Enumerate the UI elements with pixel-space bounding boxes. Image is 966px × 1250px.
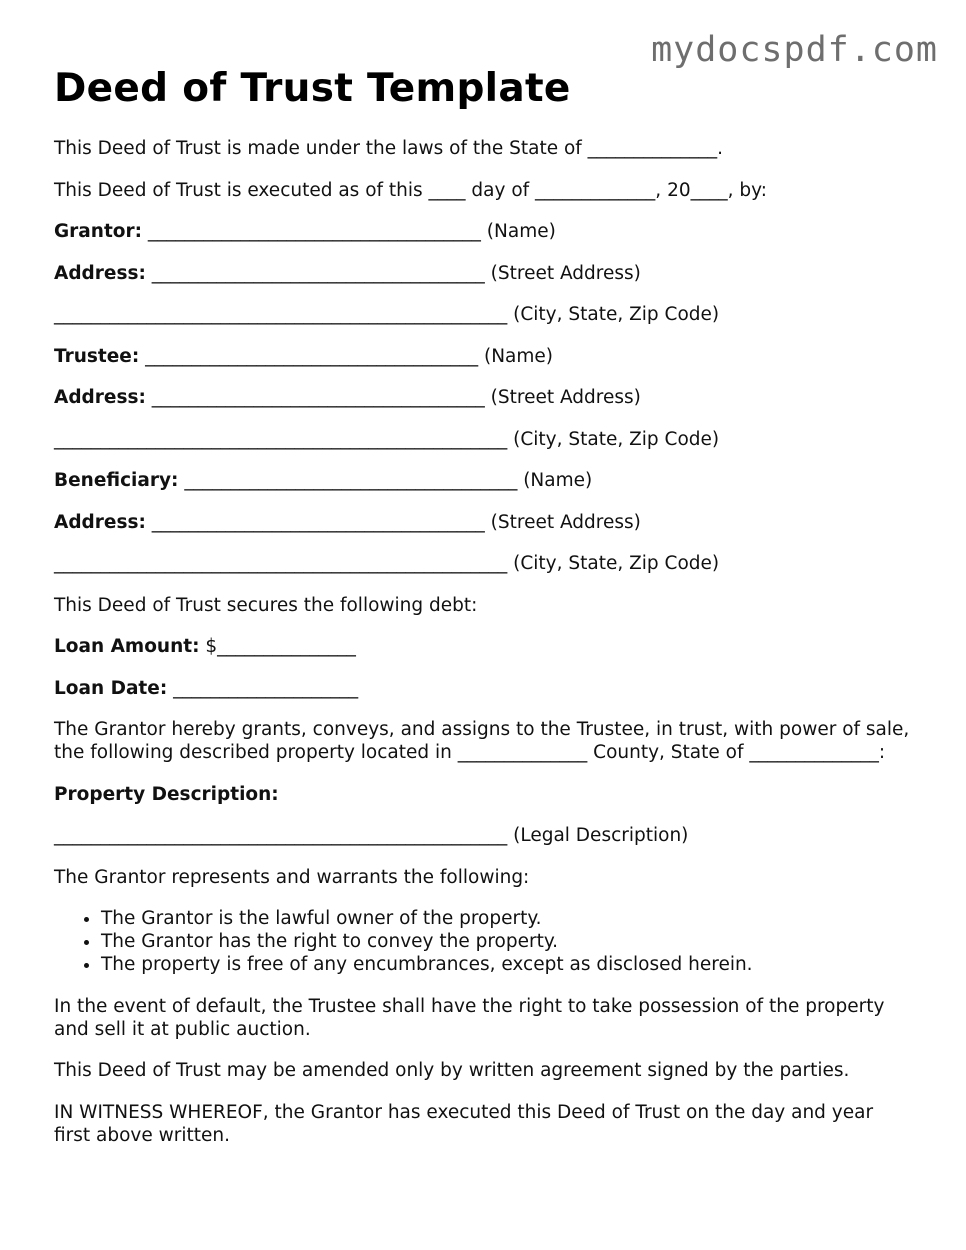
grant-clause: The Grantor hereby grants, conveys, and assigns to the Trustee, in trust, with power of sale, the following described property located in ______________ County, State of ______________:	[54, 719, 910, 763]
amendment-clause: This Deed of Trust may be amended only by written agreement signed by the parties.	[54, 1060, 850, 1081]
witness-clause: IN WITNESS WHEREOF, the Grantor has executed this Deed of Trust on the day and year first above written.	[54, 1101, 874, 1146]
debt-intro: This Deed of Trust secures the following debt:	[54, 594, 478, 616]
grantor-address-label: Address:	[54, 262, 146, 284]
grantor-address-line	[54, 262, 914, 285]
beneficiary-address-line	[54, 511, 914, 534]
state-line: This Deed of Trust is made under the laws of the State of ______________.	[54, 138, 724, 159]
legal-description-field[interactable]: _________________________________________________ (Legal Description)	[54, 825, 689, 846]
beneficiary-name-line	[54, 469, 914, 492]
grantor-name-field[interactable]: ____________________________________ (Name)	[142, 221, 556, 242]
trustee-name-field[interactable]: ____________________________________ (Name)	[139, 345, 554, 367]
trustee-street-field[interactable]: ____________________________________ (Street Address)	[145, 387, 641, 408]
warranties-list	[54, 907, 914, 976]
list-item: • The property is free of any encumbrances, except as disclosed herein.	[101, 953, 914, 976]
loan-date-field[interactable]: ____________________	[167, 677, 359, 699]
grantor-name-line	[54, 220, 914, 243]
trustee-name-line	[54, 345, 914, 368]
beneficiary-city-field[interactable]: _________________________________________________ (City, State, Zip Code)	[54, 553, 720, 574]
trustee-address-line	[54, 386, 914, 409]
watermark: mydocspdf.com	[651, 30, 938, 70]
loan-amount-label: Loan Amount:	[54, 636, 200, 657]
loan-amount-field[interactable]: $_______________	[199, 636, 356, 657]
trustee-label: Trustee:	[54, 345, 140, 367]
beneficiary-name-field[interactable]: ____________________________________ (Name)	[178, 470, 593, 491]
grantor-street-field[interactable]: ____________________________________ (Street Address)	[145, 262, 641, 284]
beneficiary-address-label: Address:	[54, 511, 146, 533]
loan-amount-line	[54, 635, 914, 658]
document-body	[54, 137, 914, 1165]
list-item: • The Grantor is the lawful owner of the property.	[101, 907, 914, 930]
list-item: • The Grantor has the right to convey the property.	[101, 930, 914, 953]
trustee-address-label: Address:	[54, 387, 146, 408]
beneficiary-street-field[interactable]: ____________________________________ (Street Address)	[145, 511, 641, 533]
property-description-label: Property Description:	[54, 783, 279, 805]
loan-date-line	[54, 677, 914, 700]
beneficiary-label: Beneficiary:	[54, 470, 179, 491]
warranties-intro: The Grantor represents and warrants the following:	[54, 866, 530, 888]
grantor-city-field[interactable]: _________________________________________________ (City, State, Zip Code)	[54, 304, 720, 325]
page-title: Deed of Trust Template	[54, 66, 571, 111]
loan-date-label: Loan Date:	[54, 677, 168, 699]
trustee-city-field[interactable]: _________________________________________________ (City, State, Zip Code)	[54, 428, 720, 450]
default-clause: In the event of default, the Trustee shall have the right to take possession of the property and sell it at public auction.	[54, 995, 885, 1040]
grantor-label: Grantor:	[54, 221, 143, 242]
executed-line: This Deed of Trust is executed as of this ____ day of _____________, 20____, by:	[54, 179, 767, 201]
